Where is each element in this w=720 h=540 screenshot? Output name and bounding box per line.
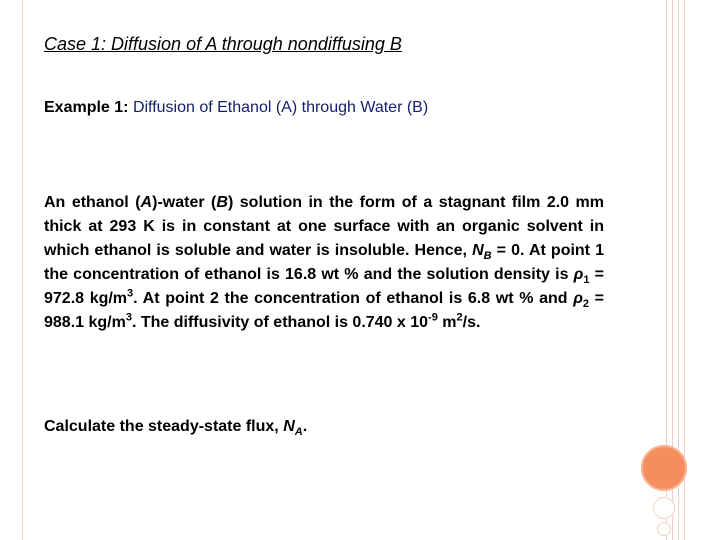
problem-statement: An ethanol (A)-water (B) solution in the form of a stagnant film 2.0 mm thick at 293 K is in constant at one surface with an organic solvent in which ethanol is soluble and water is insoluble. Hence, $N_B = 0$. At point 1 the concentration of ethanol is 16.8 wt % and the solution density is $\rho_1 = 972.8$ $kg/m^3$. At point 2 the concentration of ethanol is 6.8 wt % and $\rho_2 = 988.1$ $kg/m^3$. The diffusivity of ethanol is 0.740 x $10^{-9}$ $m^2/s$. bbox=[44, 194, 605, 331]
small-circle-ornament bbox=[657, 522, 671, 536]
orange-circle-ornament bbox=[641, 445, 687, 491]
small-circle-ornament bbox=[653, 497, 675, 519]
left-margin-rule bbox=[22, 0, 23, 540]
slide-heading: Case 1: Diffusion of A through nondiffusing B bbox=[44, 34, 402, 54]
question-text: Calculate the steady-state flux, $N_A$. bbox=[44, 418, 308, 439]
example-title: Diffusion of Ethanol (A) through Water (B) bbox=[132, 99, 429, 116]
example-title-line bbox=[44, 99, 428, 117]
example-label: Example 1: bbox=[44, 99, 129, 116]
